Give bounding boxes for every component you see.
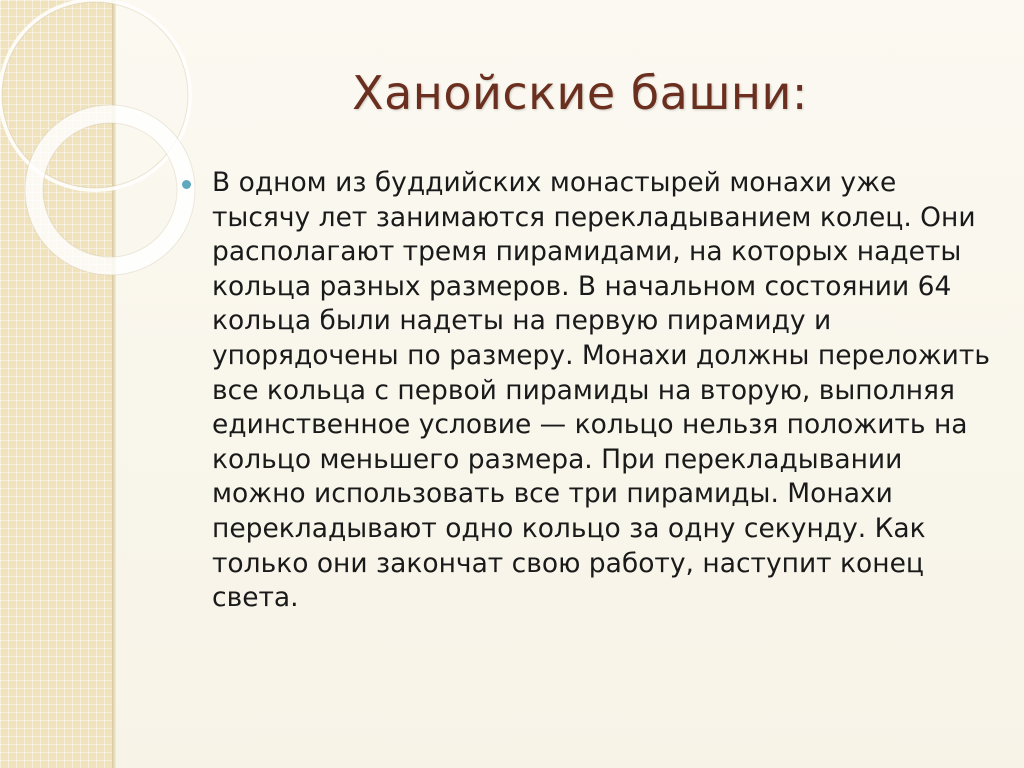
bullet-text: В одном из буддийских монастырей монахи уже тысячу лет занимаются перекладыванием колец. Они располагают тремя пирамидами, на которых надеты кольца разных размеров. В начальном состоянии 64 кольца были надеты на первую пирамиду и упорядочены по размеру. Монахи должны переложить все кольца с первой пирамиды на вторую, выполняя единственное условие — кольцо нельзя положить на кольцо меньшего размера. При перекладывании можно использовать все три пирамиды. Монахи перекладывают одно кольцо за одну секунду. Как только они закончат свою работу, наступит конец света. [212,167,990,614]
bullet-dot-icon [182,180,191,189]
slide-title: Ханойские башни: [352,66,808,120]
bullet-list [180,166,990,616]
bullet-item [180,166,990,616]
decorative-rings-icon [0,0,200,300]
